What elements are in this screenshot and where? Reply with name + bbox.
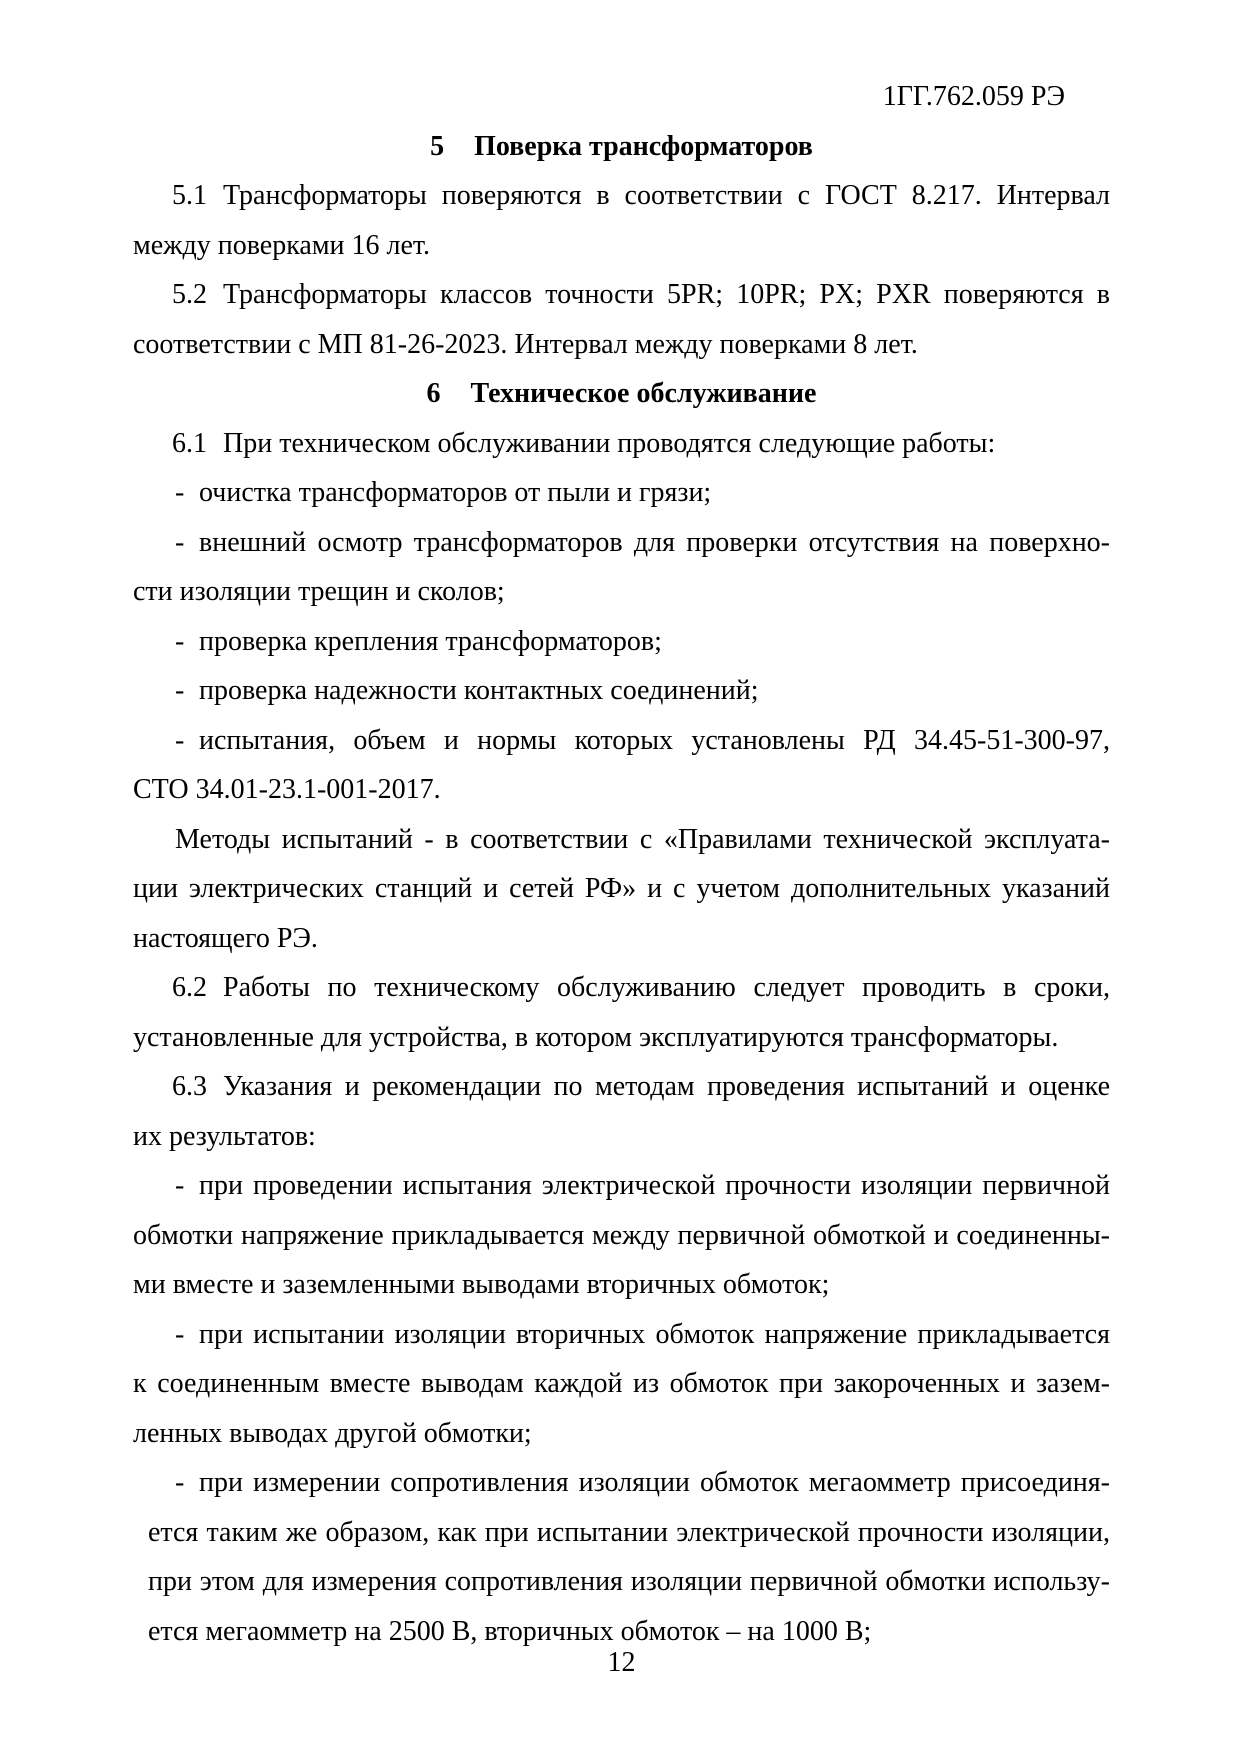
heading-number: 5 (430, 130, 445, 162)
paragraph-line: обмотки напряжение прикладывается между первичной обмоткой и соединенны- (133, 1219, 1110, 1251)
paragraph-text: Трансформаторы классов точности 5PR; 10PR; PX; PXR поверяются в (223, 279, 1110, 310)
paragraph-line (133, 518, 1110, 568)
list-marker: - (175, 675, 185, 706)
list-item (133, 1161, 1110, 1310)
paragraph-line: настоящего РЭ. (133, 922, 318, 954)
paragraph-line (133, 617, 1110, 667)
paragraph-line (133, 419, 1110, 469)
paragraph-line (133, 1062, 1110, 1112)
list-item (133, 468, 1110, 518)
list-marker: - (175, 526, 185, 558)
paragraph-text: при измерении сопротивления изоляции обмоток мегаомметр присоединя- (199, 1467, 1110, 1498)
paragraph-line (133, 1310, 1110, 1360)
list-marker: - (175, 1467, 185, 1498)
paragraph-line (133, 270, 1110, 320)
document-header (133, 72, 1110, 122)
list-item (133, 716, 1110, 815)
section-heading-6 (133, 369, 1110, 419)
paragraph-text: проверка надежности контактных соединений; (199, 675, 759, 706)
paragraph-line: ется таким же образом, как при испытании электрической прочности изоляции, (148, 1516, 1110, 1548)
paragraph-line: сти изоляции трещин и сколов; (133, 576, 505, 607)
clause-number: 5.1 (172, 180, 207, 211)
paragraph-text: Работы по техническому обслуживанию следует проводить в сроки, (223, 972, 1110, 1003)
paragraph-text: проверка крепления трансформаторов; (199, 625, 662, 657)
paragraph-line (133, 468, 1110, 518)
list-marker: - (175, 1170, 185, 1201)
paragraph-line: их результатов: (133, 1120, 316, 1152)
paragraph-text: внешний осмотр трансформаторов для проверки отсутствия на поверхно- (199, 526, 1110, 558)
paragraph-line: ции электрических станций и сетей РФ» и с учетом дополнительных указаний (133, 873, 1110, 904)
paragraph-line: установленные для устройства, в котором эксплуатируются трансформаторы. (133, 1021, 1059, 1053)
paragraph-line: ленных выводах другой обмотки; (133, 1417, 532, 1449)
paragraph-line: ми вместе и заземленными выводами вторичных обмоток; (133, 1269, 830, 1300)
list-item (133, 666, 1110, 716)
paragraph-line (133, 963, 1110, 1013)
clause-number: 5.2 (172, 279, 207, 310)
paragraph-line: ется мегаомметр на 2500 В, вторичных обмоток – на 1000 В; (148, 1615, 872, 1647)
heading-title: Техническое обслуживание (470, 378, 817, 409)
paragraph-line: между поверками 16 лет. (133, 229, 431, 261)
heading-number: 6 (426, 378, 441, 409)
list-item (133, 518, 1110, 617)
paragraph-6-1 (133, 419, 1110, 469)
paragraph-line (133, 1161, 1110, 1211)
heading-title: Поверка трансформаторов (474, 130, 813, 162)
document-code: 1ГГ.762.059 РЭ (882, 81, 1065, 112)
list-item (133, 1310, 1110, 1459)
paragraph-methods (133, 815, 1110, 964)
paragraph-6-2 (133, 963, 1110, 1062)
paragraph-line: Методы испытаний - в соответствии с «Правилами технической эксплуата- (175, 823, 1110, 855)
paragraph-line: при этом для измерения сопротивления изоляции первичной обмотки использу- (148, 1566, 1110, 1597)
list-item (133, 1458, 1110, 1656)
list-item (133, 617, 1110, 667)
paragraph-line: СТО 34.01-23.1-001-2017. (133, 774, 441, 805)
list-marker: - (175, 625, 185, 657)
paragraph-line (133, 171, 1110, 221)
paragraph-text: Трансформаторы поверяются в соответствии с ГОСТ 8.217. Интервал (223, 180, 1110, 211)
paragraph-text: Указания и рекомендации по методам проведения испытаний и оценке (223, 1071, 1110, 1102)
paragraph-line: соответствии с МП 81-26-2023. Интервал между поверками 8 лет. (133, 328, 918, 360)
list-marker: - (175, 1318, 185, 1350)
paragraph-5-2 (133, 270, 1110, 369)
paragraph-text: испытания, объем и нормы которых установлены РД 34.45-51-300-97, (199, 724, 1110, 756)
paragraph-line: к соединенным вместе выводам каждой из обмоток при закороченных и зазем- (133, 1368, 1110, 1399)
paragraph-line (133, 716, 1110, 766)
paragraph-6-3 (133, 1062, 1110, 1161)
paragraph-text: при испытании изоляции вторичных обмоток напряжение прикладывается (199, 1318, 1110, 1350)
paragraph-text: при проведении испытания электрической прочности изоляции первичной (199, 1170, 1110, 1201)
section-heading-5 (133, 122, 1110, 172)
paragraph-line (133, 1458, 1110, 1508)
list-marker: - (175, 477, 185, 508)
list-marker: - (175, 724, 185, 756)
paragraph-5-1 (133, 171, 1110, 270)
paragraph-line (133, 666, 1110, 716)
clause-number: 6.2 (172, 972, 207, 1003)
page-number: 12 (607, 1647, 636, 1678)
clause-number: 6.1 (172, 427, 207, 459)
paragraph-text: При техническом обслуживании проводятся следующие работы: (223, 427, 996, 459)
paragraph-text: очистка трансформаторов от пыли и грязи; (199, 477, 712, 508)
clause-number: 6.3 (172, 1071, 207, 1102)
